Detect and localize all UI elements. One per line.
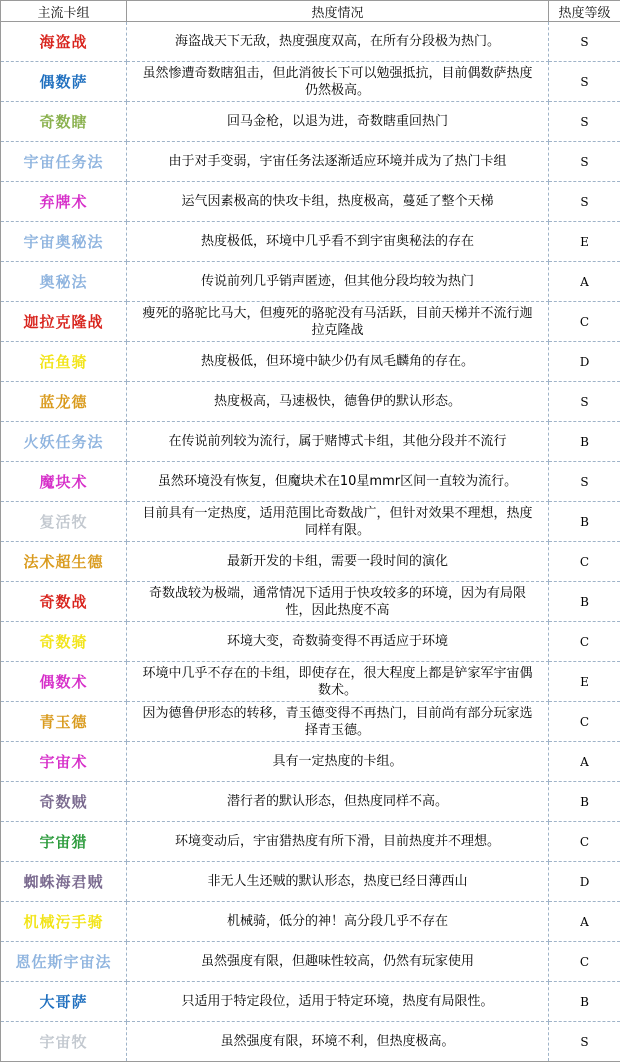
deck-tier: S bbox=[549, 182, 620, 222]
deck-status: 只适用于特定段位，适用于特定环境，热度有局限性。 bbox=[127, 982, 549, 1022]
deck-name: 奥秘法 bbox=[1, 262, 127, 302]
table-row bbox=[1, 342, 620, 382]
deck-status: 由于对手变弱，宇宙任务法逐渐适应环境并成为了热门卡组 bbox=[127, 142, 549, 182]
deck-status: 环境变动后，宇宙猎热度有所下滑，目前热度并不理想。 bbox=[127, 822, 549, 862]
deck-status: 虽然惨遭奇数瞎狙击，但此消彼长下可以勉强抵抗，目前偶数萨热度仍然极高。 bbox=[127, 62, 549, 102]
deck-name: 迦拉克隆战 bbox=[1, 302, 127, 342]
deck-tier: D bbox=[549, 862, 620, 902]
deck-tier: B bbox=[549, 502, 620, 542]
deck-status: 环境中几乎不存在的卡组，即使存在，很大程度上都是铲家军宇宙偶数术。 bbox=[127, 662, 549, 702]
deck-tier: S bbox=[549, 102, 620, 142]
deck-name: 奇数战 bbox=[1, 582, 127, 622]
deck-name: 奇数贼 bbox=[1, 782, 127, 822]
table-row bbox=[1, 662, 620, 702]
deck-tier: S bbox=[549, 142, 620, 182]
table-row bbox=[1, 142, 620, 182]
deck-name: 恩佐斯宇宙法 bbox=[1, 942, 127, 982]
deck-name: 火妖任务法 bbox=[1, 422, 127, 462]
deck-name: 海盗战 bbox=[1, 22, 127, 62]
deck-status: 瘦死的骆驼比马大，但瘦死的骆驼没有马活跃，目前天梯并不流行迦拉克隆战 bbox=[127, 302, 549, 342]
deck-status: 潜行者的默认形态，但热度同样不高。 bbox=[127, 782, 549, 822]
deck-status: 热度极低，环境中几乎看不到宇宙奥秘法的存在 bbox=[127, 222, 549, 262]
deck-tier: C bbox=[549, 702, 620, 742]
table-row bbox=[1, 622, 620, 662]
deck-name: 宇宙奥秘法 bbox=[1, 222, 127, 262]
deck-name: 弃牌术 bbox=[1, 182, 127, 222]
deck-name: 活鱼骑 bbox=[1, 342, 127, 382]
deck-status: 虽然强度有限，环境不利，但热度极高。 bbox=[127, 1022, 549, 1062]
deck-tier: C bbox=[549, 822, 620, 862]
table-row bbox=[1, 862, 620, 902]
table-row bbox=[1, 902, 620, 942]
table-row bbox=[1, 462, 620, 502]
table-row bbox=[1, 262, 620, 302]
table-row bbox=[1, 302, 620, 342]
deck-tier: A bbox=[549, 902, 620, 942]
deck-name: 青玉德 bbox=[1, 702, 127, 742]
deck-name: 宇宙任务法 bbox=[1, 142, 127, 182]
deck-tier: C bbox=[549, 302, 620, 342]
deck-name: 宇宙牧 bbox=[1, 1022, 127, 1062]
table-row bbox=[1, 22, 620, 62]
table-row bbox=[1, 542, 620, 582]
deck-name: 宇宙猎 bbox=[1, 822, 127, 862]
deck-tier: C bbox=[549, 542, 620, 582]
deck-tier: S bbox=[549, 382, 620, 422]
header-status: 热度情况 bbox=[127, 1, 549, 22]
deck-name: 魔块术 bbox=[1, 462, 127, 502]
table-row bbox=[1, 182, 620, 222]
deck-name: 奇数骑 bbox=[1, 622, 127, 662]
deck-tier: D bbox=[549, 342, 620, 382]
deck-status: 回马金枪，以退为进，奇数瞎重回热门 bbox=[127, 102, 549, 142]
deck-tier: B bbox=[549, 782, 620, 822]
header-row bbox=[1, 1, 620, 22]
header-tier: 热度等级 bbox=[549, 1, 620, 22]
deck-status: 最新开发的卡组，需要一段时间的演化 bbox=[127, 542, 549, 582]
table-row bbox=[1, 502, 620, 542]
deck-status: 奇数战较为极端，通常情况下适用于快攻较多的环境，因为有局限性，因此热度不高 bbox=[127, 582, 549, 622]
deck-tier: E bbox=[549, 222, 620, 262]
deck-name: 机械污手骑 bbox=[1, 902, 127, 942]
deck-tier: B bbox=[549, 582, 620, 622]
deck-status: 传说前列几乎销声匿迹，但其他分段均较为热门 bbox=[127, 262, 549, 302]
deck-tier: B bbox=[549, 422, 620, 462]
deck-status: 热度极低，但环境中缺少仍有凤毛麟角的存在。 bbox=[127, 342, 549, 382]
deck-tier: E bbox=[549, 662, 620, 702]
deck-name: 蜘蛛海君贼 bbox=[1, 862, 127, 902]
deck-status: 目前具有一定热度，适用范围比奇数战广，但针对效果不理想，热度同样有限。 bbox=[127, 502, 549, 542]
table-row bbox=[1, 942, 620, 982]
deck-status: 非无人生还贼的默认形态，热度已经日薄西山 bbox=[127, 862, 549, 902]
table-row bbox=[1, 422, 620, 462]
table-row bbox=[1, 702, 620, 742]
deck-status: 热度极高，马速极快，德鲁伊的默认形态。 bbox=[127, 382, 549, 422]
table-row bbox=[1, 222, 620, 262]
deck-tier: B bbox=[549, 982, 620, 1022]
table-row bbox=[1, 982, 620, 1022]
deck-name: 偶数萨 bbox=[1, 62, 127, 102]
deck-status: 虽然环境没有恢复，但魔块术在10星mmr区间一直较为流行。 bbox=[127, 462, 549, 502]
deck-tier: S bbox=[549, 22, 620, 62]
table-row bbox=[1, 822, 620, 862]
deck-status: 环境大变，奇数骑变得不再适应于环境 bbox=[127, 622, 549, 662]
deck-status: 虽然强度有限，但趣味性较高，仍然有玩家使用 bbox=[127, 942, 549, 982]
table-row bbox=[1, 582, 620, 622]
deck-name: 法术超生德 bbox=[1, 542, 127, 582]
deck-tier: S bbox=[549, 462, 620, 502]
deck-tier: S bbox=[549, 1022, 620, 1062]
table-row bbox=[1, 1022, 620, 1062]
deck-status: 具有一定热度的卡组。 bbox=[127, 742, 549, 782]
table-row bbox=[1, 742, 620, 782]
header-deck: 主流卡组 bbox=[1, 1, 127, 22]
deck-status: 因为德鲁伊形态的转移，青玉德变得不再热门，目前尚有部分玩家选择青玉德。 bbox=[127, 702, 549, 742]
deck-tier: A bbox=[549, 742, 620, 782]
deck-tier: C bbox=[549, 622, 620, 662]
deck-tier: A bbox=[549, 262, 620, 302]
deck-tier: S bbox=[549, 62, 620, 102]
deck-status: 在传说前列较为流行，属于赌博式卡组，其他分段并不流行 bbox=[127, 422, 549, 462]
deck-status: 运气因素极高的快攻卡组，热度极高，蔓延了整个天梯 bbox=[127, 182, 549, 222]
table-body bbox=[1, 22, 620, 1062]
deck-name: 宇宙术 bbox=[1, 742, 127, 782]
deck-name: 偶数术 bbox=[1, 662, 127, 702]
deck-name: 蓝龙德 bbox=[1, 382, 127, 422]
deck-status: 海盗战天下无敌，热度强度双高，在所有分段极为热门。 bbox=[127, 22, 549, 62]
deck-status: 机械骑，低分的神！高分段几乎不存在 bbox=[127, 902, 549, 942]
table-row bbox=[1, 62, 620, 102]
deck-name: 奇数瞎 bbox=[1, 102, 127, 142]
table-row bbox=[1, 102, 620, 142]
table-row bbox=[1, 382, 620, 422]
deck-name: 复活牧 bbox=[1, 502, 127, 542]
table-row bbox=[1, 782, 620, 822]
deck-name: 大哥萨 bbox=[1, 982, 127, 1022]
deck-tier: C bbox=[549, 942, 620, 982]
